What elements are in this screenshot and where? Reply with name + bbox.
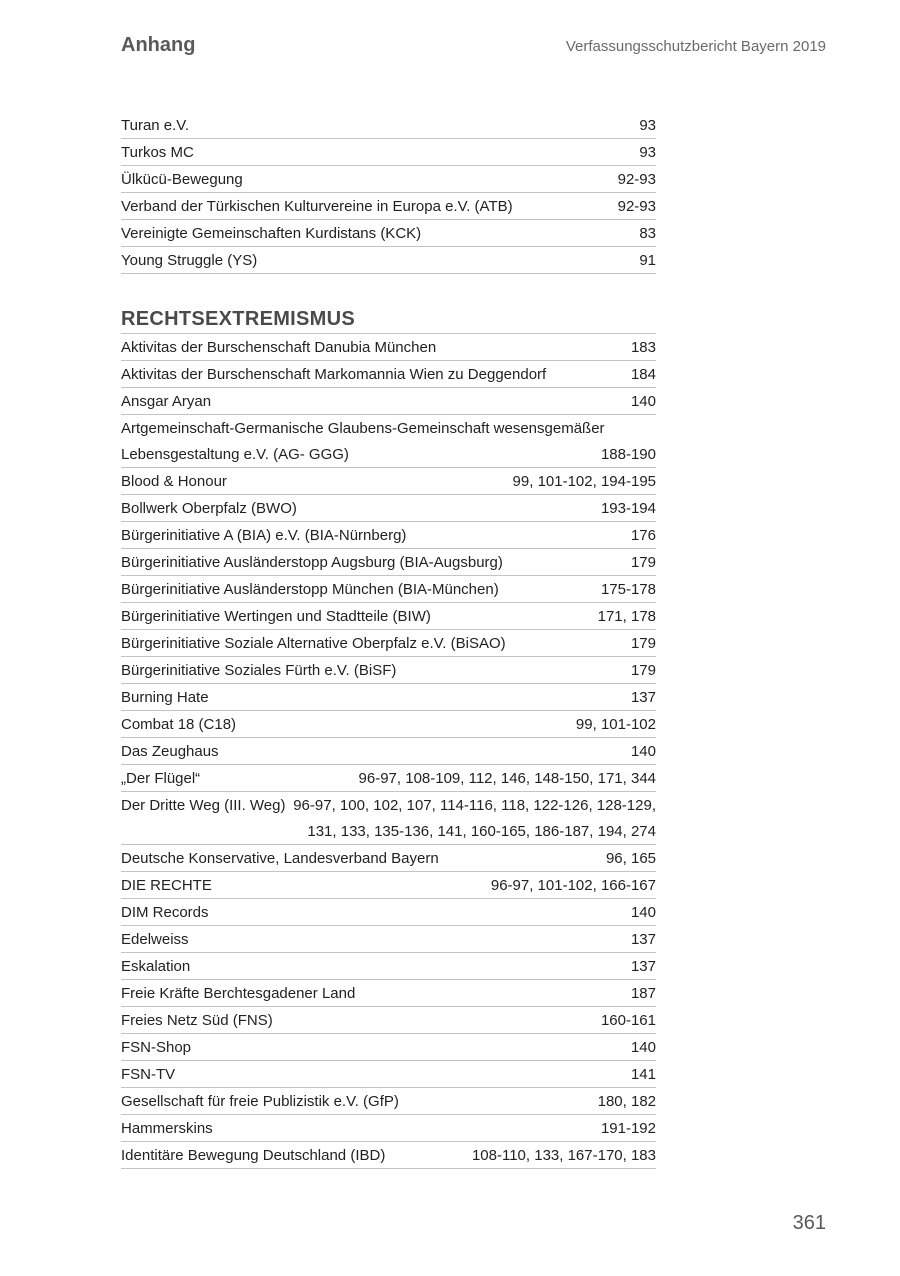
index-row xyxy=(121,441,656,468)
entry-pages: 175-178 xyxy=(600,580,656,598)
entry-pages: 99, 101-102, 194-195 xyxy=(512,472,656,490)
entry-name: Hammerskins xyxy=(121,1119,213,1137)
page-number: 361 xyxy=(792,1212,826,1234)
index-row xyxy=(121,549,656,576)
entry-pages: 183 xyxy=(630,338,656,356)
index-row xyxy=(121,193,656,220)
index-row xyxy=(121,334,656,361)
entry-pages: 92-93 xyxy=(617,170,656,188)
entry-name: Burning Hate xyxy=(121,688,209,706)
entry-pages: 131, 133, 135-136, 141, 160-165, 186-187, 194, 274 xyxy=(307,822,656,840)
entry-name: Young Struggle (YS) xyxy=(121,251,258,269)
entry-pages: 160-161 xyxy=(600,1011,656,1029)
entry-pages: 140 xyxy=(630,742,656,760)
entry-pages: 93 xyxy=(639,116,656,134)
index-row xyxy=(121,112,656,139)
entry-name: FSN-TV xyxy=(121,1065,176,1083)
entry-name: „Der Flügel“ xyxy=(121,769,201,787)
entry-pages: 137 xyxy=(630,957,656,975)
entry-name: Verband der Türkischen Kulturvereine in Europa e.V. (ATB) xyxy=(121,197,513,215)
entry-name: Bürgerinitiative A (BIA) e.V. (BIA-Nürnberg) xyxy=(121,526,407,544)
index-row xyxy=(121,899,656,926)
entry-pages: 108-110, 133, 167-170, 183 xyxy=(471,1146,656,1164)
entry-pages: 137 xyxy=(630,930,656,948)
entry-pages: 176 xyxy=(630,526,656,544)
entry-name: Combat 18 (C18) xyxy=(121,715,237,733)
entry-name: Turkos MC xyxy=(121,143,194,161)
index-row xyxy=(121,220,656,247)
index-row xyxy=(121,1088,656,1115)
entry-name: Bürgerinitiative Soziale Alternative Oberpfalz e.V. (BiSAO) xyxy=(121,634,506,652)
entry-name: Blood & Honour xyxy=(121,472,227,490)
entry-name: Turan e.V. xyxy=(121,116,190,134)
entry-name: FSN-Shop xyxy=(121,1038,192,1056)
entry-name: Bürgerinitiative Ausländerstopp München (BIA-München) xyxy=(121,580,499,598)
entry-name: Lebensgestaltung e.V. (AG- GGG) xyxy=(121,445,349,463)
entry-name: Das Zeughaus xyxy=(121,742,219,760)
index-row xyxy=(121,792,656,818)
entry-pages: 137 xyxy=(630,688,656,706)
entry-name: Bürgerinitiative Wertingen und Stadtteile (BIW) xyxy=(121,607,431,625)
section-label: Anhang xyxy=(121,34,196,56)
entry-name: Deutsche Konservative, Landesverband Bayern xyxy=(121,849,439,867)
index-row xyxy=(121,139,656,166)
entry-pages: 180, 182 xyxy=(597,1092,656,1110)
index-row xyxy=(121,657,656,684)
index-list-rechts xyxy=(121,305,656,1169)
entry-pages: 193-194 xyxy=(600,499,656,517)
entry-name: Aktivitas der Burschenschaft Markomannia Wien zu Deggendorf xyxy=(121,365,547,383)
entry-pages: 96, 165 xyxy=(605,849,656,867)
entry-pages: 96-97, 108-109, 112, 146, 148-150, 171, 344 xyxy=(358,769,656,787)
entry-pages: 184 xyxy=(630,365,656,383)
entry-pages: 141 xyxy=(630,1065,656,1083)
entry-pages: 191-192 xyxy=(600,1119,656,1137)
index-row xyxy=(121,522,656,549)
entry-name: Vereinigte Gemeinschaften Kurdistans (KCK) xyxy=(121,224,422,242)
entry-name: Ansgar Aryan xyxy=(121,392,212,410)
index-row xyxy=(121,1007,656,1034)
entry-pages: 92-93 xyxy=(617,197,656,215)
entry-name: Edelweiss xyxy=(121,930,189,948)
entry-name: Identitäre Bewegung Deutschland (IBD) xyxy=(121,1146,386,1164)
section-heading: RECHTSEXTREMISMUS xyxy=(121,305,656,334)
entry-name: Artgemeinschaft-Germanische Glaubens-Gemeinschaft wesensgemäßer xyxy=(121,419,605,437)
index-row xyxy=(121,388,656,415)
index-row xyxy=(121,845,656,872)
report-title: Verfassungsschutzbericht Bayern 2019 xyxy=(565,38,826,55)
index-row xyxy=(121,495,656,522)
entry-name: DIM Records xyxy=(121,903,209,921)
entry-pages: 93 xyxy=(639,143,656,161)
entry-name: Eskalation xyxy=(121,957,191,975)
entry-name: Ülkücü-Bewegung xyxy=(121,170,243,188)
index-row xyxy=(121,166,656,193)
index-row xyxy=(121,468,656,495)
entry-pages: 140 xyxy=(630,392,656,410)
entry-name: Bürgerinitiative Ausländerstopp Augsburg (BIA-Augsburg) xyxy=(121,553,503,571)
index-row xyxy=(121,576,656,603)
index-row xyxy=(121,711,656,738)
entry-name: DIE RECHTE xyxy=(121,876,212,894)
entry-pages: 96-97, 101-102, 166-167 xyxy=(490,876,656,894)
index-row xyxy=(121,361,656,388)
index-row-continuation xyxy=(121,818,656,845)
index-row xyxy=(121,603,656,630)
index-row xyxy=(121,1115,656,1142)
entry-pages: 188-190 xyxy=(600,445,656,463)
entry-pages: 91 xyxy=(639,251,656,269)
index-row xyxy=(121,953,656,980)
entry-pages: 179 xyxy=(630,553,656,571)
index-row xyxy=(121,738,656,765)
entry-pages: 187 xyxy=(630,984,656,1002)
index-row xyxy=(121,765,656,792)
entry-name: Freie Kräfte Berchtesgadener Land xyxy=(121,984,356,1002)
entry-pages: 96-97, 100, 102, 107, 114-116, 118, 122-126, 128-129, xyxy=(293,796,656,814)
index-row xyxy=(121,630,656,657)
entry-name: Aktivitas der Burschenschaft Danubia München xyxy=(121,338,437,356)
entry-name: Gesellschaft für freie Publizistik e.V. (GfP) xyxy=(121,1092,399,1110)
index-row xyxy=(121,1142,656,1169)
entry-pages: 179 xyxy=(630,634,656,652)
index-row xyxy=(121,872,656,899)
entry-name: Bürgerinitiative Soziales Fürth e.V. (BiSF) xyxy=(121,661,397,679)
entry-pages: 179 xyxy=(630,661,656,679)
entry-pages: 140 xyxy=(630,1038,656,1056)
index-row xyxy=(121,980,656,1007)
index-row xyxy=(121,415,656,441)
index-list-top xyxy=(121,112,656,274)
entry-pages: 83 xyxy=(639,224,656,242)
index-row xyxy=(121,926,656,953)
entry-name: Freies Netz Süd (FNS) xyxy=(121,1011,273,1029)
entry-pages: 140 xyxy=(630,903,656,921)
index-row xyxy=(121,247,656,274)
index-row xyxy=(121,684,656,711)
entry-pages: 99, 101-102 xyxy=(575,715,656,733)
page-header xyxy=(121,34,826,57)
index-row xyxy=(121,1061,656,1088)
entry-name: Der Dritte Weg (III. Weg) xyxy=(121,796,286,814)
index-row xyxy=(121,1034,656,1061)
entry-pages: 171, 178 xyxy=(597,607,656,625)
entry-name: Bollwerk Oberpfalz (BWO) xyxy=(121,499,297,517)
